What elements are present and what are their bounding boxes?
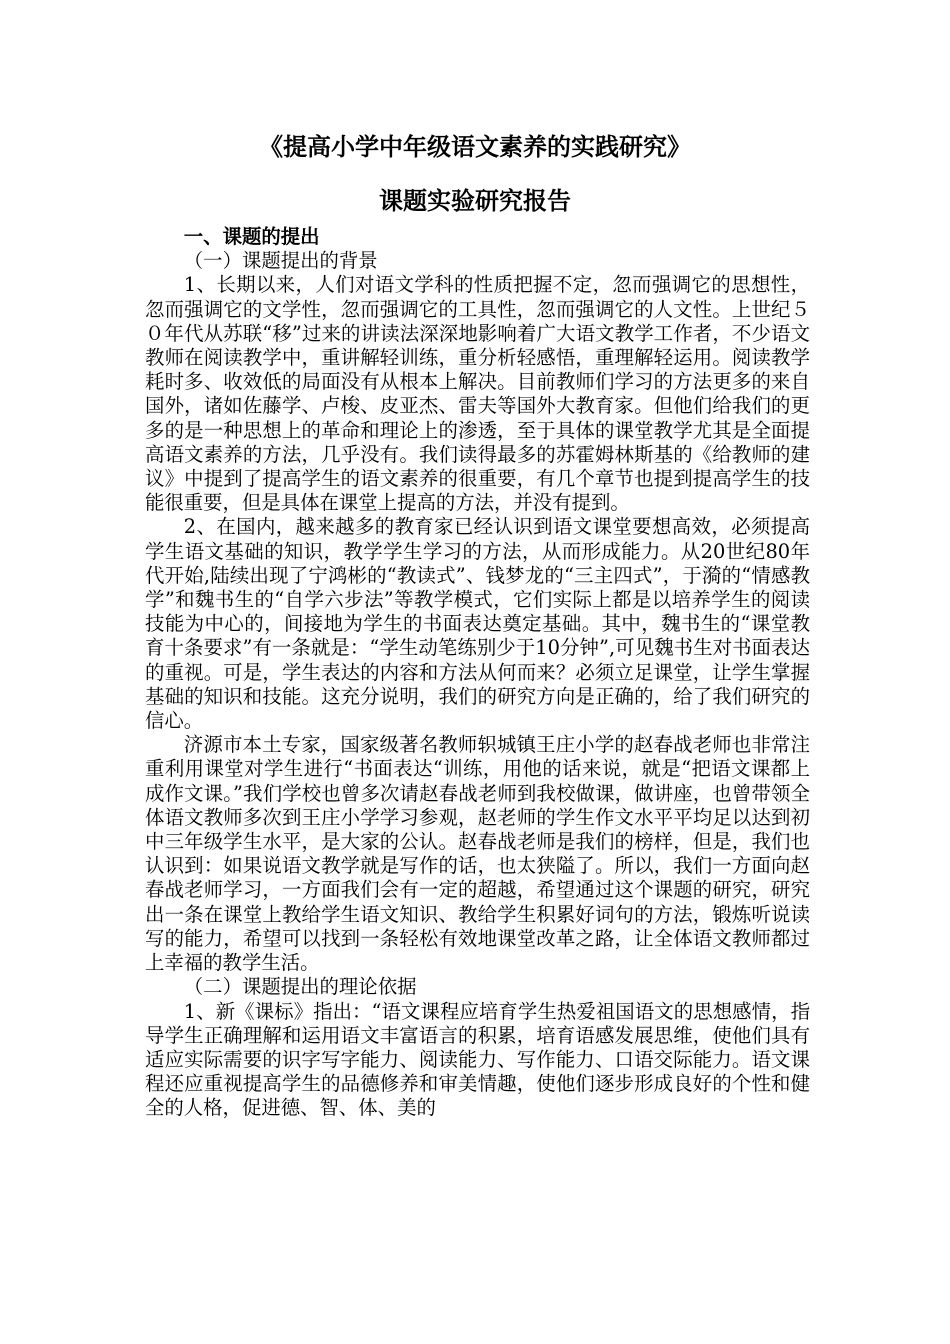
document-title: 《提高小学中年级语文素养的实践研究》 [259, 132, 691, 161]
paragraph: 1、新《课标》指出：“语文课程应培育学生热爱祖国语文的思想感情，指导学生正确理解和运用语文丰富语言的积累，培育语感发展思维，使他们具有适应实际需要的识字写字能力、阅读能力、写作能力、口语交际能力。语文课程还应重视提高学生的品德修养和审美情趣，使他们逐步形成良好的个性和健全的人格，促进德、智、体、美的 [145, 999, 810, 1120]
paragraph: 1、长期以来，人们对语文学科的性质把握不定，忽而强调它的思想性，忽而强调它的文学性，忽而强调它的工具性，忽而强调它的人文性。上世纪５０年代从苏联“移”过来的讲读法深深地影响着广大语文教学工作者，不少语文教师在阅读教学中，重讲解轻训练，重分析轻感悟，重理解轻运用。阅读教学耗时多、收效低的局面没有从根本上解决。目前教师们学习的方法更多的来自国外，诸如佐藤学、卢梭、皮亚杰、雷夫等国外大教育家。但他们给我们的更多的是一种思想上的革命和理论上的渗透，至于具体的课堂教学尤其是全面提高语文素养的方法，几乎没有。我们读得最多的苏霍姆林斯基的《给教师的建议》中提到了提高学生的语文素养的很重要，有几个章节也提到提高学生的技能很重要，但是具体在课堂上提高的方法，并没有提到。 [145, 273, 810, 515]
paragraph: 2、在国内，越来越多的教育家已经认识到语文课堂要想高效，必须提高学生语文基础的知识，教学学生学习的方法，从而形成能力。从20世纪80年代开始,陆续出现了宁鸿彬的“教读式”、钱梦龙的“三主四式”，于漪的“情感教学”和魏书生的“自学六步法”等教学模式，它们实际上都是以培养学生的阅读技能为中心的，间接地为学生的书面表达奠定基础。其中，魏书生的“课堂教育十条要求”有一条就是：“学生动笔练别少于10分钟”,可见魏书生对书面表达的重视。可是，学生表达的内容和方法从何而来？必须立足课堂，让学生掌握基础的知识和技能。这充分说明，我们的研究方向是正确的，给了我们研究的信心。 [145, 515, 810, 733]
document-subtitle: 课题实验研究报告 [379, 186, 571, 215]
subsection-heading: （二）课题提出的理论依据 [183, 975, 417, 999]
section-heading: 一、课题的提出 [183, 225, 320, 248]
document-body [145, 225, 810, 1121]
subsection-heading: （一）课题提出的背景 [183, 249, 378, 273]
paragraph: 济源市本土专家，国家级著名教师轵城镇王庄小学的赵春战老师也非常注重利用课堂对学生进行“书面表达“训练，用他的话来说，就是“把语文课都上成作文课。”我们学校也曾多次请赵春战老师到我校做课，做讲座，也曾带领全体语文教师多次到王庄小学学习参观，赵老师的学生作文水平平均足以达到初中三年级学生水平，是大家的公认。赵春战老师是我们的榜样，但是，我们也认识到：如果说语文教学就是写作的话，也太狭隘了。所以，我们一方面向赵春战老师学习，一方面我们会有一定的超越，希望通过这个课题的研究，研究出一条在课堂上教给学生语文知识、教给学生积累好词句的方法，锻炼听说读写的能力，希望可以找到一条轻松有效地课堂改革之路，让全体语文教师都过上幸福的教学生活。 [145, 733, 810, 975]
